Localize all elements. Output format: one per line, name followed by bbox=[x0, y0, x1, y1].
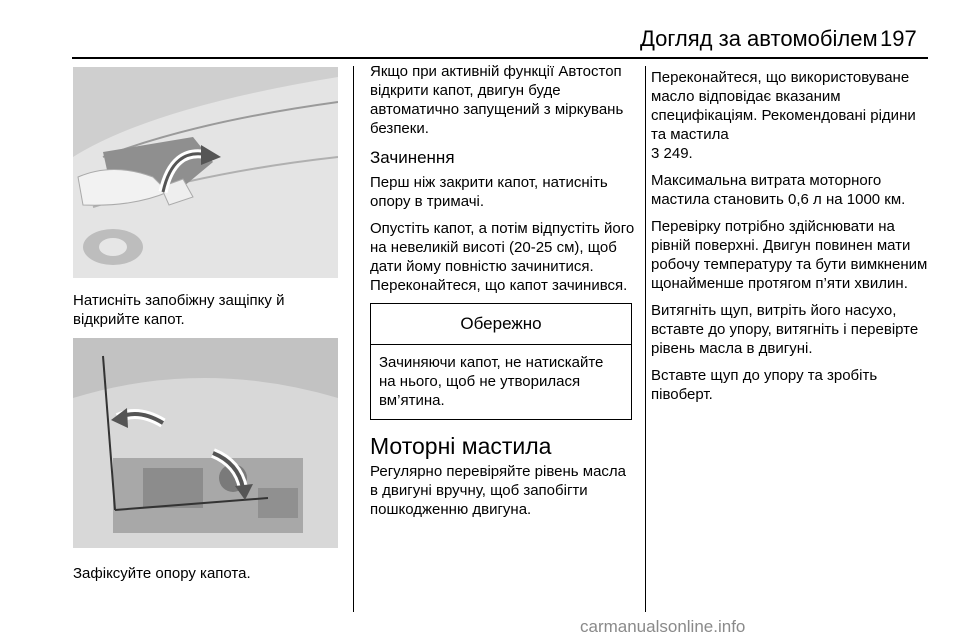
engine-oil-heading: Моторні мастила bbox=[370, 433, 552, 459]
page-reference-link[interactable]: 3 249. bbox=[651, 145, 693, 162]
hood-support-illustration bbox=[73, 338, 338, 548]
warning-text: Зачиняючи капот, не натискайте на нього, щоб не утворилася вм’ятина. bbox=[379, 354, 604, 409]
page-number: 197 bbox=[880, 26, 917, 51]
closing-paragraph-2: Опустіть капот, а потім відпустіть його на невеликій висоті (20-25 см), щоб дати йому повністю зачинитися. Переконайтеся, що капот зачинився. bbox=[370, 220, 635, 294]
oil-spec-paragraph bbox=[651, 68, 931, 163]
warning-title: Обережно bbox=[371, 304, 631, 345]
watermark: carmanualsonline.info bbox=[580, 617, 746, 636]
column-3 bbox=[651, 68, 931, 412]
hood-latch-illustration bbox=[73, 67, 338, 278]
figure-caption-2: Зафіксуйте опору капота. bbox=[73, 565, 251, 582]
closing-heading: Зачинення bbox=[370, 148, 455, 167]
column-divider-1 bbox=[353, 66, 354, 612]
column-2 bbox=[370, 62, 638, 527]
check-conditions-paragraph: Перевірку потрібно здійснювати на рівній поверхні. Двигун повинен мати робочу температуру та бути вимкненим щонайменше протягом п’яти хвилин. bbox=[651, 218, 928, 292]
engine-oil-paragraph: Регулярно перевіряйте рівень масла в двигуні вручну, щоб запобігти пошкодженню двигуна. bbox=[370, 463, 627, 518]
figure-caption-1: Натисніть запобіжну защіпку й відкрийте капот. bbox=[73, 292, 285, 328]
oil-spec-text: Переконайтеся, що використовуване масло відповідає вказаним специфікаціям. Рекомендовані рідини та мастила bbox=[651, 69, 916, 143]
column-divider-2 bbox=[645, 66, 646, 612]
dipstick-check-paragraph: Витягніть щуп, витріть його насухо, вставте до упору, витягніть і перевірте рівень масла в двигуні. bbox=[651, 302, 919, 357]
dipstick-insert-paragraph: Вставте щуп до упору та зробіть півоберт. bbox=[651, 367, 878, 403]
page-title: Догляд за автомобілем bbox=[640, 26, 878, 51]
autostop-paragraph: Якщо при активній функції Автостоп відкрити капот, двигун буде автоматично запущений з міркувань безпеки. bbox=[370, 63, 624, 137]
warning-box bbox=[370, 303, 632, 420]
closing-paragraph-1: Перш ніж закрити капот, натисніть опору в тримачі. bbox=[370, 174, 608, 210]
header-divider bbox=[72, 57, 928, 59]
oil-consumption-paragraph: Максимальна витрата моторного мастила становить 0,6 л на 1000 км. bbox=[651, 172, 906, 208]
